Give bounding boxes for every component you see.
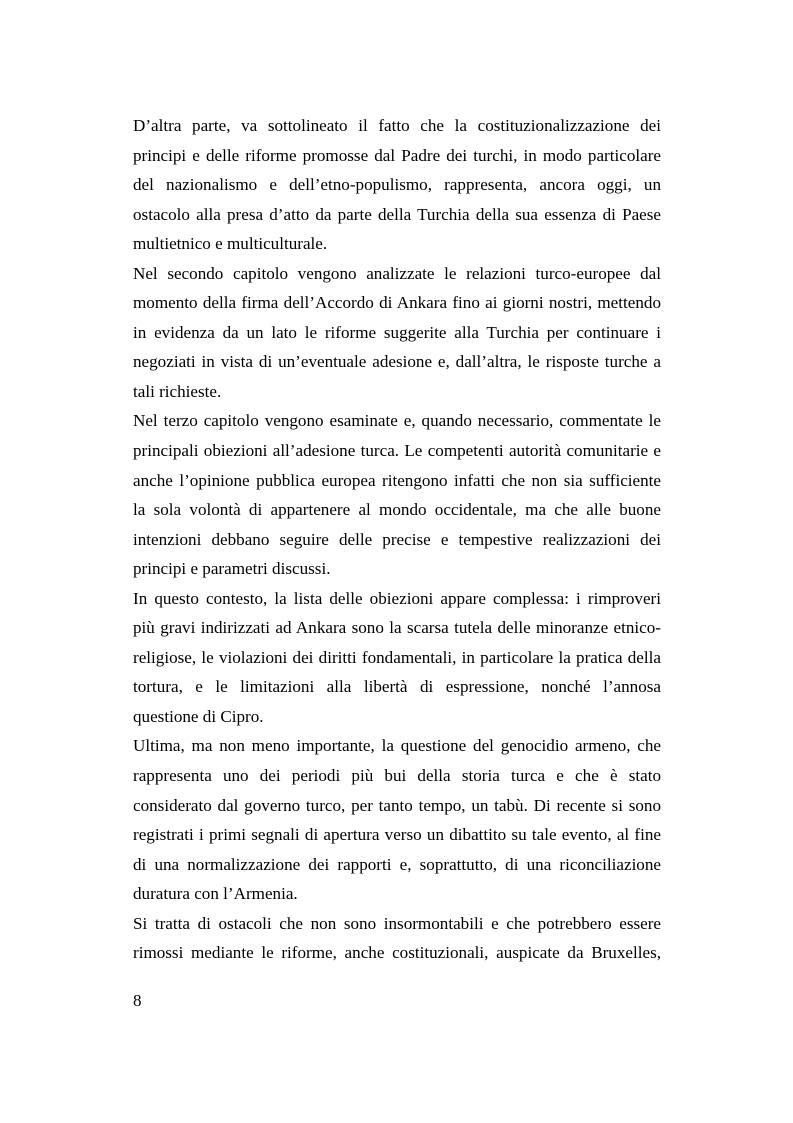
text-line: momento della firma dell’Accordo di Ankara fino ai giorni nostri, mettendo	[133, 293, 661, 313]
text-line: di una normalizzazione dei rapporti e, soprattutto, di una riconciliazione	[133, 854, 661, 874]
text-line: la sola volontà di appartenere al mondo occidentale, ma che alle buone	[133, 500, 661, 520]
text-line: principi e parametri discussi.	[133, 559, 331, 579]
text-line: negoziati in vista di un’eventuale adesione e, dall’altra, le risposte turche a	[133, 352, 661, 372]
text-line: principi e delle riforme promosse dal Padre dei turchi, in modo particolare	[133, 145, 661, 165]
text-line: più gravi indirizzati ad Ankara sono la scarsa tutela delle minoranze etnico-	[133, 618, 661, 638]
text-line: anche l’opinione pubblica europea ritengono infatti che non sia sufficiente	[133, 470, 661, 490]
text-line: principali obiezioni all’adesione turca. Le competenti autorità comunitarie e	[133, 441, 661, 461]
text-line: considerato dal governo turco, per tanto tempo, un tabù. Di recente si sono	[133, 795, 661, 815]
text-line: in evidenza da un lato le riforme suggerite alla Turchia per continuare i	[133, 322, 661, 342]
text-line: In questo contesto, la lista delle obiezioni appare complessa: i rimproveri	[133, 588, 661, 608]
text-line: Ultima, ma non meno importante, la questione del genocidio armeno, che	[133, 736, 661, 756]
text-line: religiose, le violazioni dei diritti fondamentali, in particolare la pratica della	[133, 647, 661, 667]
text-line: duratura con l’Armenia.	[133, 884, 298, 904]
text-line: Nel secondo capitolo vengono analizzate le relazioni turco-europee dal	[133, 263, 661, 283]
text-line: rappresenta uno dei periodi più bui della storia turca e che è stato	[133, 766, 661, 786]
text-line: D’altra parte, va sottolineato il fatto che la costituzionalizzazione dei	[133, 116, 661, 135]
text-line: tortura, e le limitazioni alla libertà di espressione, nonché l’annosa	[133, 677, 661, 697]
text-line: ostacolo alla presa d’atto da parte della Turchia della sua essenza di Paese	[133, 204, 661, 224]
page-number: 8	[133, 991, 142, 1010]
text-line: multietnico e multiculturale.	[133, 234, 328, 254]
text-line: registrati i primi segnali di apertura verso un dibattito su tale evento, al fine	[133, 825, 661, 845]
text-line: tali richieste.	[133, 381, 222, 401]
text-line: rimossi mediante le riforme, anche costituzionali, auspicate da Bruxelles,	[133, 943, 661, 963]
text-line: questione di Cipro.	[133, 706, 264, 726]
text-line: intenzioni debbano seguire delle precise e tempestive realizzazioni dei	[133, 529, 661, 549]
text-line: del nazionalismo e dell’etno-populismo, rappresenta, ancora oggi, un	[133, 175, 661, 195]
text-line: Nel terzo capitolo vengono esaminate e, quando necessario, commentate le	[133, 411, 661, 431]
text-line: Si tratta di ostacoli che non sono insormontabili e che potrebbero essere	[133, 913, 661, 933]
body-text	[133, 111, 661, 968]
